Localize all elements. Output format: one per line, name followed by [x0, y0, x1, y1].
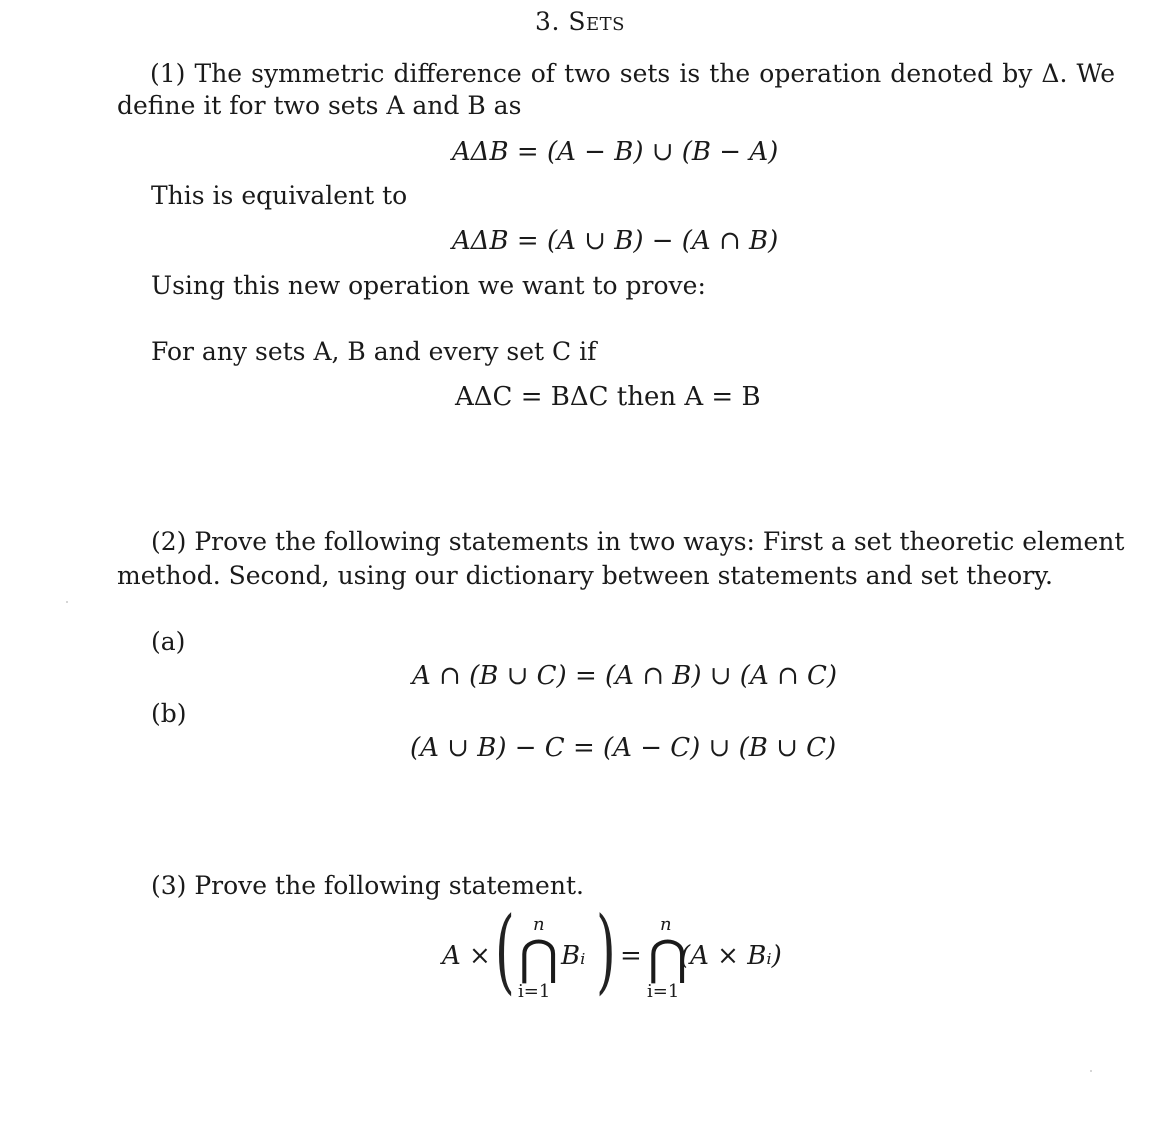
formula-left-paren-open: (	[495, 897, 515, 1004]
formula-lhs-prefix: A ×	[442, 941, 491, 971]
formula-lhs-upper-limit: n	[533, 914, 545, 935]
problem1-intro-line1: (1) The symmetric difference of two sets is the operation denoted by Δ. We	[150, 59, 1115, 88]
formula-rhs-intersection-symbol: ⋂	[648, 930, 688, 986]
formula-rhs-lower-limit: i=1	[647, 981, 680, 1002]
problem2-part-b-label: (b)	[151, 699, 187, 728]
formula-rhs-upper-limit: n	[660, 914, 672, 935]
problem1-equation-definition: AΔB = (A − B) ∪ (B − A)	[452, 137, 779, 167]
formula-equals-sign: =	[620, 941, 642, 971]
problem1-equation-claim: AΔC = BΔC then A = B	[455, 382, 761, 412]
problem1-equivalent-text: This is equivalent to	[151, 181, 408, 210]
formula-left-paren-close: )	[596, 897, 616, 1004]
problem3-intro: (3) Prove the following statement.	[151, 871, 584, 900]
scan-speck	[1090, 1070, 1092, 1072]
problem1-equation-equivalent: AΔB = (A ∪ B) − (A ∩ B)	[452, 226, 779, 256]
section-title: 3. Sets	[535, 7, 625, 36]
scan-speck	[66, 601, 68, 603]
problem2-part-a-label: (a)	[151, 627, 186, 656]
problem1-intro-line2: define it for two sets A and B as	[117, 91, 522, 120]
problem1-prove-text: Using this new operation we want to prove:	[151, 271, 706, 300]
formula-lhs-lower-limit: i=1	[518, 981, 551, 1002]
problem1-claim-text: For any sets A, B and every set C if	[151, 337, 597, 366]
problem2-part-b-equation: (A ∪ B) − C = (A − C) ∪ (B ∪ C)	[410, 733, 837, 763]
formula-lhs-term: Bᵢ	[561, 941, 586, 971]
formula-lhs-intersection-symbol: ⋂	[519, 930, 559, 986]
problem2-intro-line2: method. Second, using our dictionary between statements and set theory.	[117, 561, 1053, 590]
formula-rhs-term: (A × Bᵢ)	[680, 941, 782, 971]
problem2-intro-line1: (2) Prove the following statements in two ways: First a set theoretic element	[151, 527, 1125, 556]
problem2-part-a-equation: A ∩ (B ∪ C) = (A ∩ B) ∪ (A ∩ C)	[412, 661, 838, 691]
